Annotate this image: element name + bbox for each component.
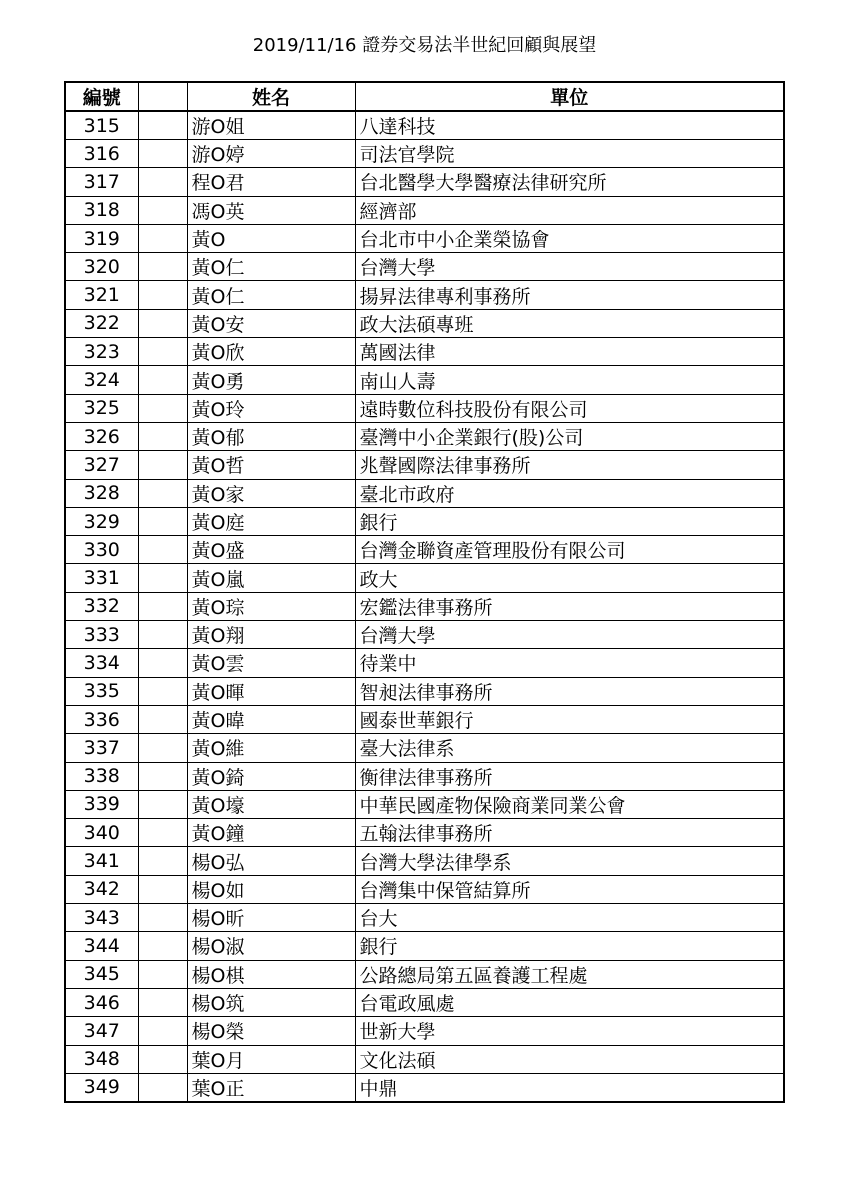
row-unit: 台灣集中保管結算所 [355,875,784,903]
row-number: 349 [65,1073,138,1102]
row-unit: 智昶法律事務所 [355,677,784,705]
row-number: 333 [65,621,138,649]
row-name: 葉O月 [187,1045,355,1073]
row-blank-cell [138,875,187,903]
row-number: 328 [65,479,138,507]
row-unit: 世新大學 [355,1017,784,1045]
row-unit: 台電政風處 [355,988,784,1016]
row-name: 黃O維 [187,734,355,762]
table-row [65,366,784,394]
row-blank-cell [138,988,187,1016]
row-unit: 台北市中小企業榮協會 [355,224,784,252]
table-row [65,338,784,366]
row-number: 331 [65,564,138,592]
row-name: 游O姐 [187,111,355,140]
row-number: 335 [65,677,138,705]
row-unit: 待業中 [355,649,784,677]
table-row [65,451,784,479]
table-row [65,196,784,224]
row-unit: 台灣大學 [355,253,784,281]
table-row [65,1017,784,1045]
row-name: 楊O棋 [187,960,355,988]
row-number: 348 [65,1045,138,1073]
row-unit: 經濟部 [355,196,784,224]
row-blank-cell [138,734,187,762]
column-header-name: 姓名 [187,82,355,111]
row-blank-cell [138,451,187,479]
row-blank-cell [138,904,187,932]
row-number: 339 [65,790,138,818]
row-blank-cell [138,536,187,564]
row-unit: 南山人壽 [355,366,784,394]
row-name: 黃O琮 [187,592,355,620]
row-blank-cell [138,338,187,366]
table-row [65,762,784,790]
row-blank-cell [138,366,187,394]
row-unit: 揚昇法律專利事務所 [355,281,784,309]
table-row [65,253,784,281]
row-unit: 銀行 [355,932,784,960]
row-name: 黃O鐘 [187,819,355,847]
row-number: 315 [65,111,138,140]
row-blank-cell [138,253,187,281]
row-blank-cell [138,309,187,337]
table-row [65,621,784,649]
row-blank-cell [138,224,187,252]
row-number: 346 [65,988,138,1016]
row-number: 319 [65,224,138,252]
row-number: 327 [65,451,138,479]
table-row [65,734,784,762]
table-body [65,111,784,1102]
row-number: 334 [65,649,138,677]
row-number: 325 [65,394,138,422]
row-blank-cell [138,507,187,535]
row-unit: 國泰世華銀行 [355,705,784,733]
row-blank-cell [138,705,187,733]
row-unit: 萬國法律 [355,338,784,366]
row-blank-cell [138,281,187,309]
table-row [65,677,784,705]
row-number: 341 [65,847,138,875]
row-name: 游O婷 [187,140,355,168]
table-row [65,564,784,592]
row-blank-cell [138,1017,187,1045]
row-number: 337 [65,734,138,762]
row-blank-cell [138,394,187,422]
row-name: 楊O榮 [187,1017,355,1045]
row-name: 黃O欣 [187,338,355,366]
table-row [65,536,784,564]
row-name: 楊O筑 [187,988,355,1016]
row-blank-cell [138,196,187,224]
attendee-table [64,81,785,1103]
row-name: 黃O壕 [187,790,355,818]
table-row [65,422,784,450]
row-unit: 公路總局第五區養護工程處 [355,960,784,988]
table-row [65,1073,784,1102]
row-number: 316 [65,140,138,168]
row-unit: 台灣大學 [355,621,784,649]
row-unit: 兆聲國際法律事務所 [355,451,784,479]
row-name: 葉O正 [187,1073,355,1102]
table-row [65,309,784,337]
row-unit: 宏鑑法律事務所 [355,592,784,620]
row-blank-cell [138,168,187,196]
row-number: 345 [65,960,138,988]
row-unit: 中鼎 [355,1073,784,1102]
table-row [65,649,784,677]
column-header-number: 編號 [65,82,138,111]
row-name: 黃O錡 [187,762,355,790]
row-name: 楊O如 [187,875,355,903]
row-unit: 臺灣中小企業銀行(股)公司 [355,422,784,450]
row-number: 323 [65,338,138,366]
row-unit: 台灣大學法律學系 [355,847,784,875]
table-row [65,479,784,507]
row-name: 黃O哲 [187,451,355,479]
row-number: 329 [65,507,138,535]
row-number: 344 [65,932,138,960]
row-number: 347 [65,1017,138,1045]
table-row [65,140,784,168]
row-blank-cell [138,847,187,875]
row-number: 336 [65,705,138,733]
row-unit: 衡律法律事務所 [355,762,784,790]
row-number: 317 [65,168,138,196]
column-header-blank [138,82,187,111]
row-number: 324 [65,366,138,394]
row-blank-cell [138,140,187,168]
row-name: 黃O家 [187,479,355,507]
table-row [65,111,784,140]
row-name: 黃O仁 [187,253,355,281]
row-unit: 文化法碩 [355,1045,784,1073]
row-name: 黃O仁 [187,281,355,309]
row-name: 黃O勇 [187,366,355,394]
row-name: 楊O昕 [187,904,355,932]
table-row [65,281,784,309]
row-blank-cell [138,677,187,705]
table-row [65,847,784,875]
table-row [65,932,784,960]
row-number: 321 [65,281,138,309]
row-name: 黃O庭 [187,507,355,535]
row-name: 程O君 [187,168,355,196]
row-blank-cell [138,960,187,988]
table-row [65,507,784,535]
row-unit: 政大 [355,564,784,592]
table-row [65,394,784,422]
row-blank-cell [138,111,187,140]
row-blank-cell [138,762,187,790]
row-name: 楊O弘 [187,847,355,875]
row-number: 342 [65,875,138,903]
row-name: 黃O嵐 [187,564,355,592]
row-unit: 台北醫學大學醫療法律研究所 [355,168,784,196]
table-row [65,224,784,252]
row-unit: 臺大法律系 [355,734,784,762]
row-name: 黃O雲 [187,649,355,677]
row-unit: 銀行 [355,507,784,535]
table-row [65,592,784,620]
row-blank-cell [138,649,187,677]
table-header-row [65,82,784,111]
row-unit: 台灣金聯資產管理股份有限公司 [355,536,784,564]
row-name: 楊O淑 [187,932,355,960]
row-unit: 臺北市政府 [355,479,784,507]
row-number: 322 [65,309,138,337]
row-unit: 遠時數位科技股份有限公司 [355,394,784,422]
table-row [65,1045,784,1073]
row-number: 332 [65,592,138,620]
row-name: 黃O翔 [187,621,355,649]
row-blank-cell [138,932,187,960]
row-name: 黃O [187,224,355,252]
row-number: 330 [65,536,138,564]
row-unit: 八達科技 [355,111,784,140]
row-name: 黃O安 [187,309,355,337]
row-number: 340 [65,819,138,847]
row-name: 黃O郁 [187,422,355,450]
row-name: 黃O暉 [187,677,355,705]
row-blank-cell [138,790,187,818]
row-name: 馮O英 [187,196,355,224]
row-number: 326 [65,422,138,450]
row-blank-cell [138,564,187,592]
row-unit: 台大 [355,904,784,932]
row-blank-cell [138,1073,187,1102]
row-number: 318 [65,196,138,224]
table-row [65,790,784,818]
row-unit: 五翰法律事務所 [355,819,784,847]
table-row [65,875,784,903]
row-name: 黃O盛 [187,536,355,564]
table-row [65,705,784,733]
row-blank-cell [138,479,187,507]
row-unit: 司法官學院 [355,140,784,168]
table-row [65,904,784,932]
row-blank-cell [138,621,187,649]
row-name: 黃O暐 [187,705,355,733]
row-number: 338 [65,762,138,790]
row-number: 343 [65,904,138,932]
column-header-unit: 單位 [355,82,784,111]
row-number: 320 [65,253,138,281]
row-blank-cell [138,819,187,847]
table-row [65,960,784,988]
row-blank-cell [138,592,187,620]
row-name: 黃O玲 [187,394,355,422]
row-blank-cell [138,1045,187,1073]
row-unit: 中華民國產物保險商業同業公會 [355,790,784,818]
page-title: 2019/11/16 證券交易法半世紀回顧與展望 [252,35,597,56]
table-row [65,168,784,196]
row-blank-cell [138,422,187,450]
table-row [65,819,784,847]
row-unit: 政大法碩專班 [355,309,784,337]
table-row [65,988,784,1016]
